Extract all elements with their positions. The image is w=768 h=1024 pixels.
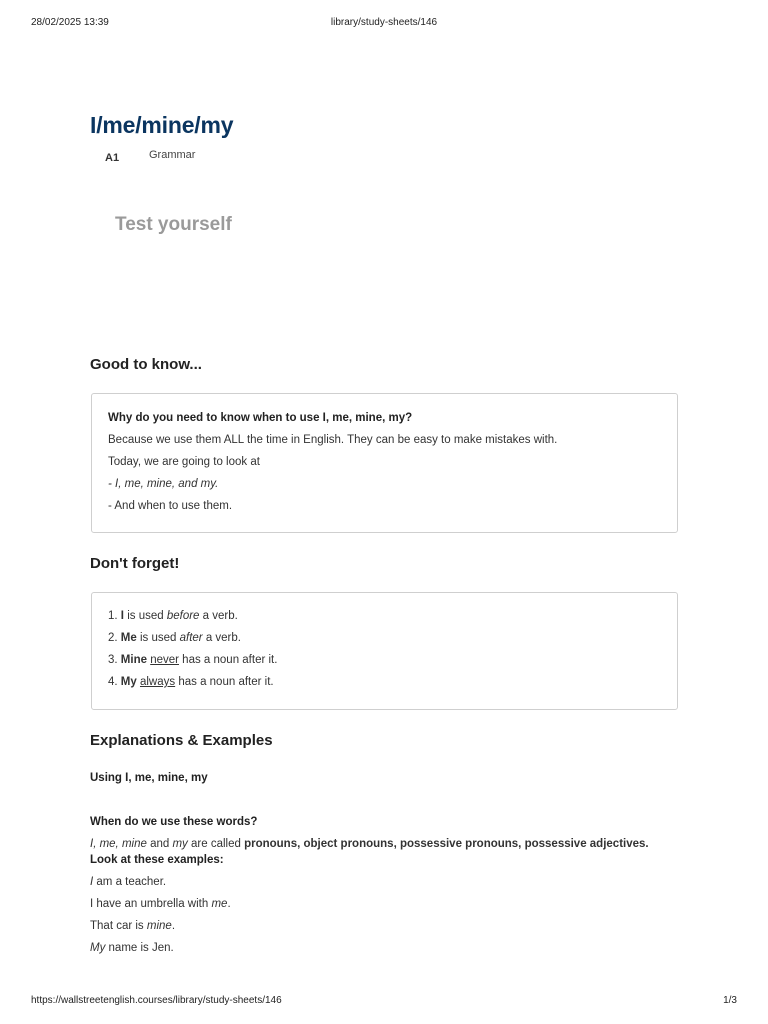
example-2-pre: I have an umbrella with	[90, 898, 212, 910]
print-page-number: 1/3	[723, 995, 737, 1006]
rule-3-num: 3.	[108, 654, 118, 666]
rule-3-emphasis: never	[150, 654, 179, 666]
dont-forget-box	[91, 592, 678, 710]
good-to-know-line-1: Because we use them ALL the time in English. They can be easy to make mistakes with.	[108, 434, 558, 446]
intro-called: are called	[187, 838, 245, 850]
rule-2-mid: is used	[136, 632, 180, 644]
good-to-know-line-2: Today, we are going to look at	[108, 456, 260, 468]
rule-1-num: 1.	[108, 610, 118, 622]
rule-1	[108, 605, 661, 627]
example-1	[90, 871, 680, 893]
rule-3-end: has a noun after it.	[178, 654, 278, 666]
example-1-post: am a teacher.	[93, 876, 167, 888]
rule-3	[108, 649, 661, 671]
print-path: library/study-sheets/146	[330, 17, 438, 28]
example-2	[90, 893, 680, 915]
good-to-know-line-4: - And when to use them.	[108, 500, 233, 512]
rule-4-end: has a noun after it.	[175, 676, 274, 688]
rule-2-emphasis: after	[179, 632, 203, 644]
rule-2-word: Me	[120, 632, 137, 644]
test-yourself-heading: Test yourself	[115, 214, 232, 235]
explanations-intro	[90, 836, 680, 852]
rule-2	[108, 627, 661, 649]
explanations-body	[90, 811, 680, 959]
example-2-post: .	[227, 898, 231, 910]
rule-4-num: 4.	[108, 676, 118, 688]
rule-4	[108, 671, 661, 693]
page-title: I/me/mine/my	[90, 112, 234, 138]
rule-2-num: 2.	[108, 632, 118, 644]
intro-bold: pronouns, object pronouns, possessive pronouns, possessive adjectives.	[244, 838, 649, 850]
intro-italic: I, me, mine	[90, 838, 147, 850]
print-footer	[31, 995, 737, 1009]
rule-2-end: a verb.	[202, 632, 241, 644]
print-header	[31, 17, 737, 31]
example-3-pre: That car is	[90, 920, 147, 932]
good-to-know-heading: Good to know...	[90, 356, 202, 373]
rule-1-mid: is used	[124, 610, 167, 622]
rule-4-emphasis: always	[139, 676, 176, 688]
category-label: Grammar	[149, 149, 196, 161]
explanations-heading: Explanations & Examples	[90, 732, 273, 749]
rule-4-word: My	[120, 676, 137, 688]
example-4-emphasis: My	[90, 942, 106, 954]
good-to-know-question: Why do you need to know when to use I, me, mine, my?	[108, 412, 413, 424]
example-2-emphasis: me	[211, 898, 228, 910]
good-to-know-line-3-text: - I, me, mine, and my.	[108, 478, 219, 490]
rule-3-word: Mine	[120, 654, 147, 666]
intro-my: my	[172, 838, 188, 850]
rule-1-word: I	[120, 610, 124, 622]
example-1-emphasis: I	[90, 876, 94, 888]
example-3-post: .	[171, 920, 176, 932]
print-datetime: 28/02/2025 13:39	[31, 17, 109, 28]
explanations-subheading: Using I, me, mine, my	[90, 772, 208, 784]
good-to-know-line-3	[108, 473, 661, 495]
dont-forget-heading: Don't forget!	[90, 555, 180, 572]
explanations-question: When do we use these words?	[90, 816, 258, 828]
print-url: https://wallstreetenglish.courses/library/study-sheets/146	[31, 995, 282, 1006]
explanations-subheading-block	[90, 767, 680, 789]
example-3	[90, 915, 680, 937]
look-at-examples: Look at these examples:	[90, 854, 224, 866]
meta-row	[90, 148, 490, 168]
example-4-post: name is Jen.	[105, 942, 174, 954]
level-badge: A1	[105, 152, 120, 164]
example-4	[90, 937, 680, 959]
intro-and: and	[146, 838, 173, 850]
example-3-emphasis: mine	[146, 920, 172, 932]
rule-1-end: a verb.	[199, 610, 238, 622]
rule-1-emphasis: before	[166, 610, 200, 622]
good-to-know-box	[91, 393, 678, 533]
